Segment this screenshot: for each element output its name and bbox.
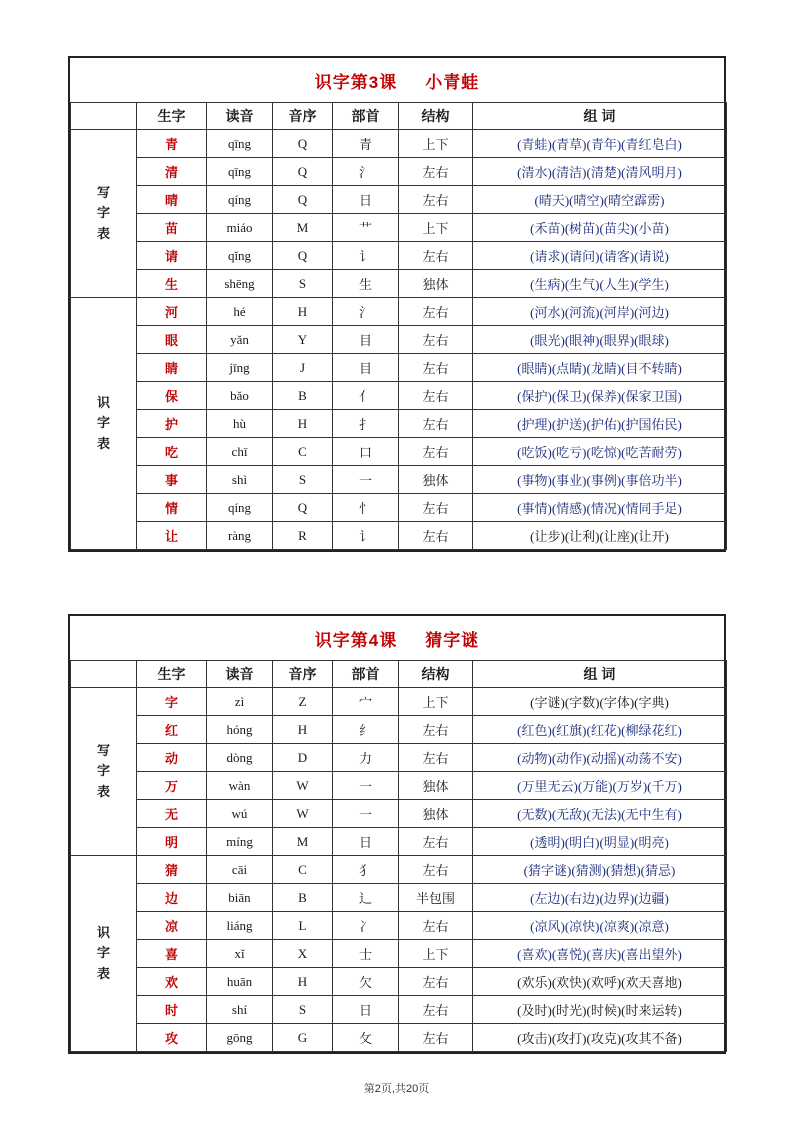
cell-struct: 左右 <box>399 912 473 940</box>
cell-radical: 冫 <box>333 912 399 940</box>
cell-radical: 扌 <box>333 410 399 438</box>
vocab-table-3 <box>70 102 727 550</box>
cell-words: (眼睛)(点睛)(龙睛)(目不转睛) <box>473 354 727 382</box>
cell-pinyin: chī <box>207 438 273 466</box>
cell-pinyin: wú <box>207 800 273 828</box>
cell-words: (晴天)(晴空)(晴空霹雳) <box>473 186 727 214</box>
cell-pinyin: shì <box>207 466 273 494</box>
cell-char: 眼 <box>137 326 207 354</box>
cell-char: 欢 <box>137 968 207 996</box>
cell-pinyin: wàn <box>207 772 273 800</box>
cell-char: 明 <box>137 828 207 856</box>
cell-words: (青蛙)(青草)(青年)(青红皂白) <box>473 130 727 158</box>
table-header-row <box>71 661 727 688</box>
cell-words: (请求)(请问)(请客)(请说) <box>473 242 727 270</box>
lesson-block-3 <box>68 56 726 552</box>
table-row <box>71 884 727 912</box>
cell-pinyin: míng <box>207 828 273 856</box>
cell-struct: 左右 <box>399 242 473 270</box>
header-char: 生字 <box>137 103 207 130</box>
cell-radical: 口 <box>333 438 399 466</box>
table-row <box>71 968 727 996</box>
cell-struct: 左右 <box>399 410 473 438</box>
cell-order: Y <box>273 326 333 354</box>
cell-pinyin: qǐng <box>207 242 273 270</box>
cell-order: H <box>273 410 333 438</box>
cell-char: 万 <box>137 772 207 800</box>
lesson-title-3 <box>70 58 724 102</box>
cell-pinyin: liáng <box>207 912 273 940</box>
cell-words: (河水)(河流)(河岸)(河边) <box>473 298 727 326</box>
cell-char: 吃 <box>137 438 207 466</box>
table-row <box>71 298 727 326</box>
table-row <box>71 1024 727 1052</box>
cell-pinyin: qīng <box>207 158 273 186</box>
cell-order: M <box>273 214 333 242</box>
header-side-spacer <box>71 661 137 688</box>
cell-char: 苗 <box>137 214 207 242</box>
cell-char: 让 <box>137 522 207 550</box>
cell-order: C <box>273 438 333 466</box>
cell-pinyin: shí <box>207 996 273 1024</box>
table-row <box>71 996 727 1024</box>
cell-radical: 青 <box>333 130 399 158</box>
cell-radical: 一 <box>333 466 399 494</box>
table-row <box>71 466 727 494</box>
cell-struct: 独体 <box>399 772 473 800</box>
cell-struct: 左右 <box>399 522 473 550</box>
cell-radical: 氵 <box>333 158 399 186</box>
cell-radical: 日 <box>333 996 399 1024</box>
table-row <box>71 912 727 940</box>
header-order: 音序 <box>273 103 333 130</box>
lesson-title-4 <box>70 616 724 660</box>
cell-order: W <box>273 772 333 800</box>
cell-struct: 独体 <box>399 270 473 298</box>
table-row <box>71 800 727 828</box>
cell-char: 青 <box>137 130 207 158</box>
cell-words: (动物)(动作)(动摇)(动荡不安) <box>473 744 727 772</box>
cell-char: 情 <box>137 494 207 522</box>
cell-order: W <box>273 800 333 828</box>
cell-struct: 上下 <box>399 214 473 242</box>
cell-pinyin: biān <box>207 884 273 912</box>
side-label-read: 识 字 表 <box>71 856 137 1052</box>
cell-radical: 氵 <box>333 298 399 326</box>
header-side-spacer <box>71 103 137 130</box>
side-label-write: 写 字 表 <box>71 130 137 298</box>
cell-char: 清 <box>137 158 207 186</box>
cell-pinyin: gōng <box>207 1024 273 1052</box>
cell-struct: 上下 <box>399 688 473 716</box>
cell-words: (眼光)(眼神)(眼界)(眼球) <box>473 326 727 354</box>
cell-char: 红 <box>137 716 207 744</box>
cell-words: (攻击)(攻打)(攻克)(攻其不备) <box>473 1024 727 1052</box>
cell-order: C <box>273 856 333 884</box>
table-row <box>71 522 727 550</box>
cell-char: 请 <box>137 242 207 270</box>
table-row <box>71 186 727 214</box>
cell-radical: 日 <box>333 828 399 856</box>
cell-order: X <box>273 940 333 968</box>
cell-char: 动 <box>137 744 207 772</box>
cell-struct: 左右 <box>399 968 473 996</box>
table-row <box>71 410 727 438</box>
table-row <box>71 242 727 270</box>
cell-pinyin: hù <box>207 410 273 438</box>
cell-words: (左边)(右边)(边界)(边疆) <box>473 884 727 912</box>
cell-words: (猜字谜)(猜测)(猜想)(猜忌) <box>473 856 727 884</box>
cell-struct: 左右 <box>399 438 473 466</box>
cell-order: M <box>273 828 333 856</box>
cell-pinyin: qíng <box>207 186 273 214</box>
cell-words: (无数)(无敌)(无法)(无中生有) <box>473 800 727 828</box>
cell-char: 护 <box>137 410 207 438</box>
cell-pinyin: hóng <box>207 716 273 744</box>
cell-order: Z <box>273 688 333 716</box>
cell-radical: 生 <box>333 270 399 298</box>
side-label-write: 写 字 表 <box>71 688 137 856</box>
cell-struct: 左右 <box>399 186 473 214</box>
cell-struct: 半包围 <box>399 884 473 912</box>
cell-pinyin: zì <box>207 688 273 716</box>
cell-struct: 左右 <box>399 298 473 326</box>
header-pinyin: 读音 <box>207 661 273 688</box>
cell-radical: 忄 <box>333 494 399 522</box>
cell-words: (红色)(红旗)(红花)(柳绿花红) <box>473 716 727 744</box>
cell-char: 保 <box>137 382 207 410</box>
table-header-row <box>71 103 727 130</box>
table-row <box>71 856 727 884</box>
cell-radical: 一 <box>333 772 399 800</box>
cell-struct: 左右 <box>399 1024 473 1052</box>
vocab-table-4 <box>70 660 727 1052</box>
cell-order: S <box>273 466 333 494</box>
cell-order: Q <box>273 130 333 158</box>
cell-char: 睛 <box>137 354 207 382</box>
cell-char: 生 <box>137 270 207 298</box>
cell-order: S <box>273 270 333 298</box>
cell-pinyin: xǐ <box>207 940 273 968</box>
cell-struct: 左右 <box>399 494 473 522</box>
page-footer: 第2页,共20页 <box>363 1083 430 1095</box>
side-label-read: 识 字 表 <box>71 298 137 550</box>
cell-struct: 独体 <box>399 800 473 828</box>
table-row <box>71 214 727 242</box>
table-row <box>71 326 727 354</box>
cell-struct: 左右 <box>399 744 473 772</box>
cell-order: D <box>273 744 333 772</box>
cell-words: (凉风)(凉快)(凉爽)(凉意) <box>473 912 727 940</box>
cell-char: 无 <box>137 800 207 828</box>
cell-struct: 左右 <box>399 326 473 354</box>
cell-radical: 讠 <box>333 522 399 550</box>
cell-order: Q <box>273 186 333 214</box>
cell-words: (及时)(时光)(时候)(时来运转) <box>473 996 727 1024</box>
table-row <box>71 772 727 800</box>
table-row <box>71 828 727 856</box>
table-row <box>71 354 727 382</box>
cell-words: (事情)(情感)(情况)(情同手足) <box>473 494 727 522</box>
cell-radical: 辶 <box>333 884 399 912</box>
header-words: 组 词 <box>473 103 727 130</box>
cell-char: 凉 <box>137 912 207 940</box>
cell-struct: 上下 <box>399 130 473 158</box>
cell-pinyin: qíng <box>207 494 273 522</box>
header-pinyin: 读音 <box>207 103 273 130</box>
cell-struct: 左右 <box>399 856 473 884</box>
cell-radical: 士 <box>333 940 399 968</box>
cell-radical: 艹 <box>333 214 399 242</box>
cell-radical: 讠 <box>333 242 399 270</box>
cell-words: (万里无云)(万能)(万岁)(千万) <box>473 772 727 800</box>
header-radical: 部首 <box>333 103 399 130</box>
cell-radical: 力 <box>333 744 399 772</box>
cell-struct: 左右 <box>399 382 473 410</box>
header-order: 音序 <box>273 661 333 688</box>
cell-pinyin: ràng <box>207 522 273 550</box>
cell-order: H <box>273 968 333 996</box>
lesson-block-4 <box>68 614 726 1054</box>
cell-radical: 犭 <box>333 856 399 884</box>
cell-words: (保护)(保卫)(保养)(保家卫国) <box>473 382 727 410</box>
header-char: 生字 <box>137 661 207 688</box>
cell-words: (欢乐)(欢快)(欢呼)(欢天喜地) <box>473 968 727 996</box>
cell-radical: 攵 <box>333 1024 399 1052</box>
cell-pinyin: huān <box>207 968 273 996</box>
header-radical: 部首 <box>333 661 399 688</box>
cell-order: Q <box>273 242 333 270</box>
cell-char: 字 <box>137 688 207 716</box>
cell-struct: 左右 <box>399 158 473 186</box>
cell-order: J <box>273 354 333 382</box>
cell-pinyin: cāi <box>207 856 273 884</box>
cell-radical: 欠 <box>333 968 399 996</box>
cell-pinyin: jīng <box>207 354 273 382</box>
cell-pinyin: hé <box>207 298 273 326</box>
cell-char: 猜 <box>137 856 207 884</box>
cell-radical: 日 <box>333 186 399 214</box>
cell-order: B <box>273 382 333 410</box>
cell-radical: 目 <box>333 354 399 382</box>
cell-order: Q <box>273 158 333 186</box>
cell-order: G <box>273 1024 333 1052</box>
cell-pinyin: bǎo <box>207 382 273 410</box>
cell-char: 事 <box>137 466 207 494</box>
cell-radical: 亻 <box>333 382 399 410</box>
cell-struct: 左右 <box>399 354 473 382</box>
cell-order: S <box>273 996 333 1024</box>
cell-char: 河 <box>137 298 207 326</box>
cell-pinyin: dòng <box>207 744 273 772</box>
cell-words: (事物)(事业)(事例)(事倍功半) <box>473 466 727 494</box>
cell-char: 攻 <box>137 1024 207 1052</box>
table-row <box>71 382 727 410</box>
cell-words: (透明)(明白)(明显)(明亮) <box>473 828 727 856</box>
cell-pinyin: qīng <box>207 130 273 158</box>
table-row <box>71 716 727 744</box>
cell-pinyin: miáo <box>207 214 273 242</box>
cell-struct: 左右 <box>399 828 473 856</box>
cell-struct: 左右 <box>399 716 473 744</box>
cell-words: (禾苗)(树苗)(苗尖)(小苗) <box>473 214 727 242</box>
cell-struct: 独体 <box>399 466 473 494</box>
cell-words: (清水)(清洁)(清楚)(清风明月) <box>473 158 727 186</box>
lesson-title-prefix: 识字第4课 <box>314 631 398 650</box>
cell-pinyin: shēng <box>207 270 273 298</box>
cell-words: (护理)(护送)(护佑)(护国佑民) <box>473 410 727 438</box>
table-row <box>71 130 727 158</box>
cell-struct: 上下 <box>399 940 473 968</box>
cell-char: 晴 <box>137 186 207 214</box>
table-row <box>71 438 727 466</box>
cell-radical: 宀 <box>333 688 399 716</box>
cell-pinyin: yǎn <box>207 326 273 354</box>
lesson-title-main: 猜字谜 <box>425 631 480 650</box>
cell-words: (生病)(生气)(人生)(学生) <box>473 270 727 298</box>
table-row <box>71 270 727 298</box>
lesson-title-main: 小青蛙 <box>425 73 480 92</box>
cell-radical: 一 <box>333 800 399 828</box>
cell-words: (吃饭)(吃亏)(吃惊)(吃苦耐劳) <box>473 438 727 466</box>
table-row <box>71 688 727 716</box>
cell-struct: 左右 <box>399 996 473 1024</box>
cell-order: R <box>273 522 333 550</box>
cell-char: 时 <box>137 996 207 1024</box>
cell-char: 边 <box>137 884 207 912</box>
cell-char: 喜 <box>137 940 207 968</box>
cell-order: Q <box>273 494 333 522</box>
table-row <box>71 940 727 968</box>
lesson-title-prefix: 识字第3课 <box>314 73 398 92</box>
table-row <box>71 158 727 186</box>
cell-words: (让步)(让利)(让座)(让开) <box>473 522 727 550</box>
table-row <box>71 494 727 522</box>
cell-order: H <box>273 716 333 744</box>
cell-order: L <box>273 912 333 940</box>
table-row <box>71 744 727 772</box>
cell-words: (喜欢)(喜悦)(喜庆)(喜出望外) <box>473 940 727 968</box>
cell-words: (字谜)(字数)(字体)(字典) <box>473 688 727 716</box>
cell-order: H <box>273 298 333 326</box>
cell-radical: 纟 <box>333 716 399 744</box>
header-struct: 结构 <box>399 103 473 130</box>
header-struct: 结构 <box>399 661 473 688</box>
header-words: 组 词 <box>473 661 727 688</box>
cell-order: B <box>273 884 333 912</box>
cell-radical: 目 <box>333 326 399 354</box>
